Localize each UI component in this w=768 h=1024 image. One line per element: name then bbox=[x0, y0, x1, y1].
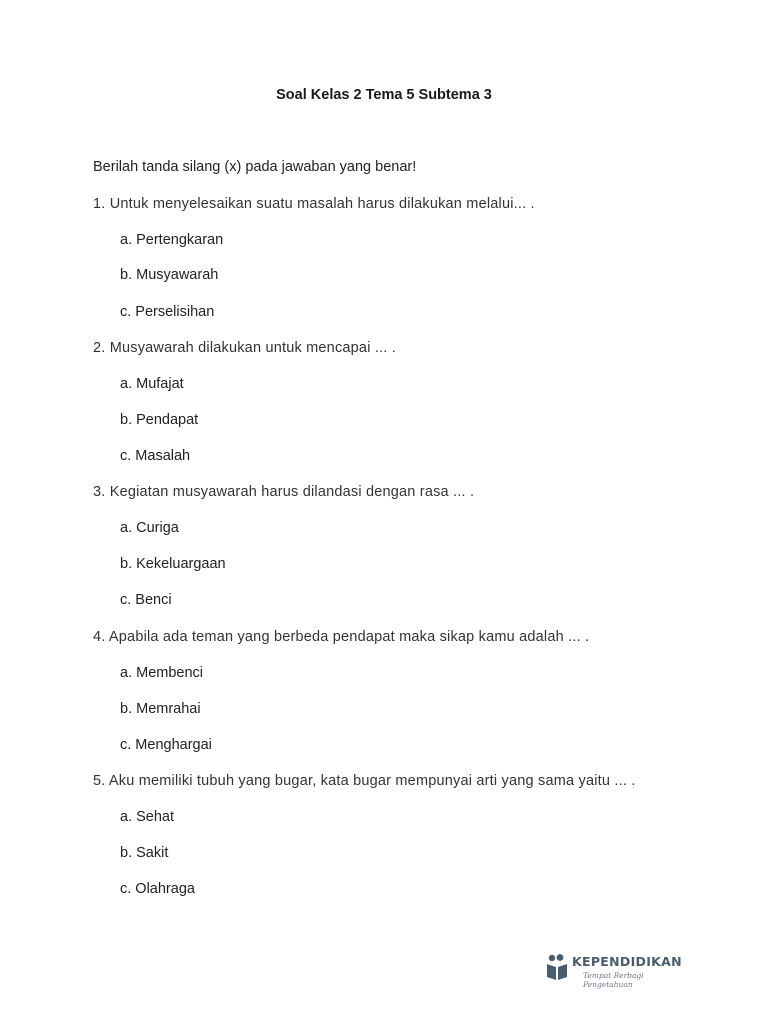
question-3-option-c: c. Benci bbox=[120, 592, 172, 608]
question-3-option-a: a. Curiga bbox=[120, 520, 179, 536]
question-5-option-a: a. Sehat bbox=[120, 809, 175, 825]
question-3: 3. Kegiatan musyawarah harus dilandasi dengan rasa ... . bbox=[93, 484, 475, 500]
question-5-option-c: c. Olahraga bbox=[120, 881, 195, 897]
kependidikan-logo bbox=[545, 953, 685, 987]
question-1-option-a: a. Pertengkaran bbox=[120, 232, 224, 248]
question-2-option-c: c. Masalah bbox=[120, 448, 191, 464]
question-1: 1. Untuk menyelesaikan suatu masalah harus dilakukan melalui... . bbox=[93, 196, 535, 212]
question-5-option-b: b. Sakit bbox=[120, 845, 169, 861]
question-2-option-a: a. Mufajat bbox=[120, 376, 184, 392]
question-2: 2. Musyawarah dilakukan untuk mencapai ... . bbox=[93, 340, 396, 356]
logo-name: KEPENDIDIKAN bbox=[572, 954, 682, 969]
question-3-option-b: b. Kekeluargaan bbox=[120, 556, 226, 572]
page-title: Soal Kelas 2 Tema 5 Subtema 3 bbox=[276, 87, 492, 103]
question-4-option-a: a. Membenci bbox=[120, 665, 204, 681]
question-4-option-c: c. Menghargai bbox=[120, 737, 212, 753]
logo-tagline: Tempat Berbagi Pengetahuan bbox=[583, 971, 644, 989]
instruction-text: Berilah tanda silang (x) pada jawaban yang benar! bbox=[93, 159, 417, 175]
question-1-option-c: c. Perselisihan bbox=[120, 304, 215, 320]
question-4: 4. Apabila ada teman yang berbeda pendapat maka sikap kamu adalah ... . bbox=[93, 629, 590, 645]
question-1-option-b: b. Musyawarah bbox=[120, 267, 219, 283]
question-5: 5. Aku memiliki tubuh yang bugar, kata bugar mempunyai arti yang sama yaitu ... . bbox=[93, 773, 636, 789]
question-2-option-b: b. Pendapat bbox=[120, 412, 199, 428]
question-4-option-b: b. Memrahai bbox=[120, 701, 201, 717]
people-book-icon bbox=[545, 953, 569, 981]
